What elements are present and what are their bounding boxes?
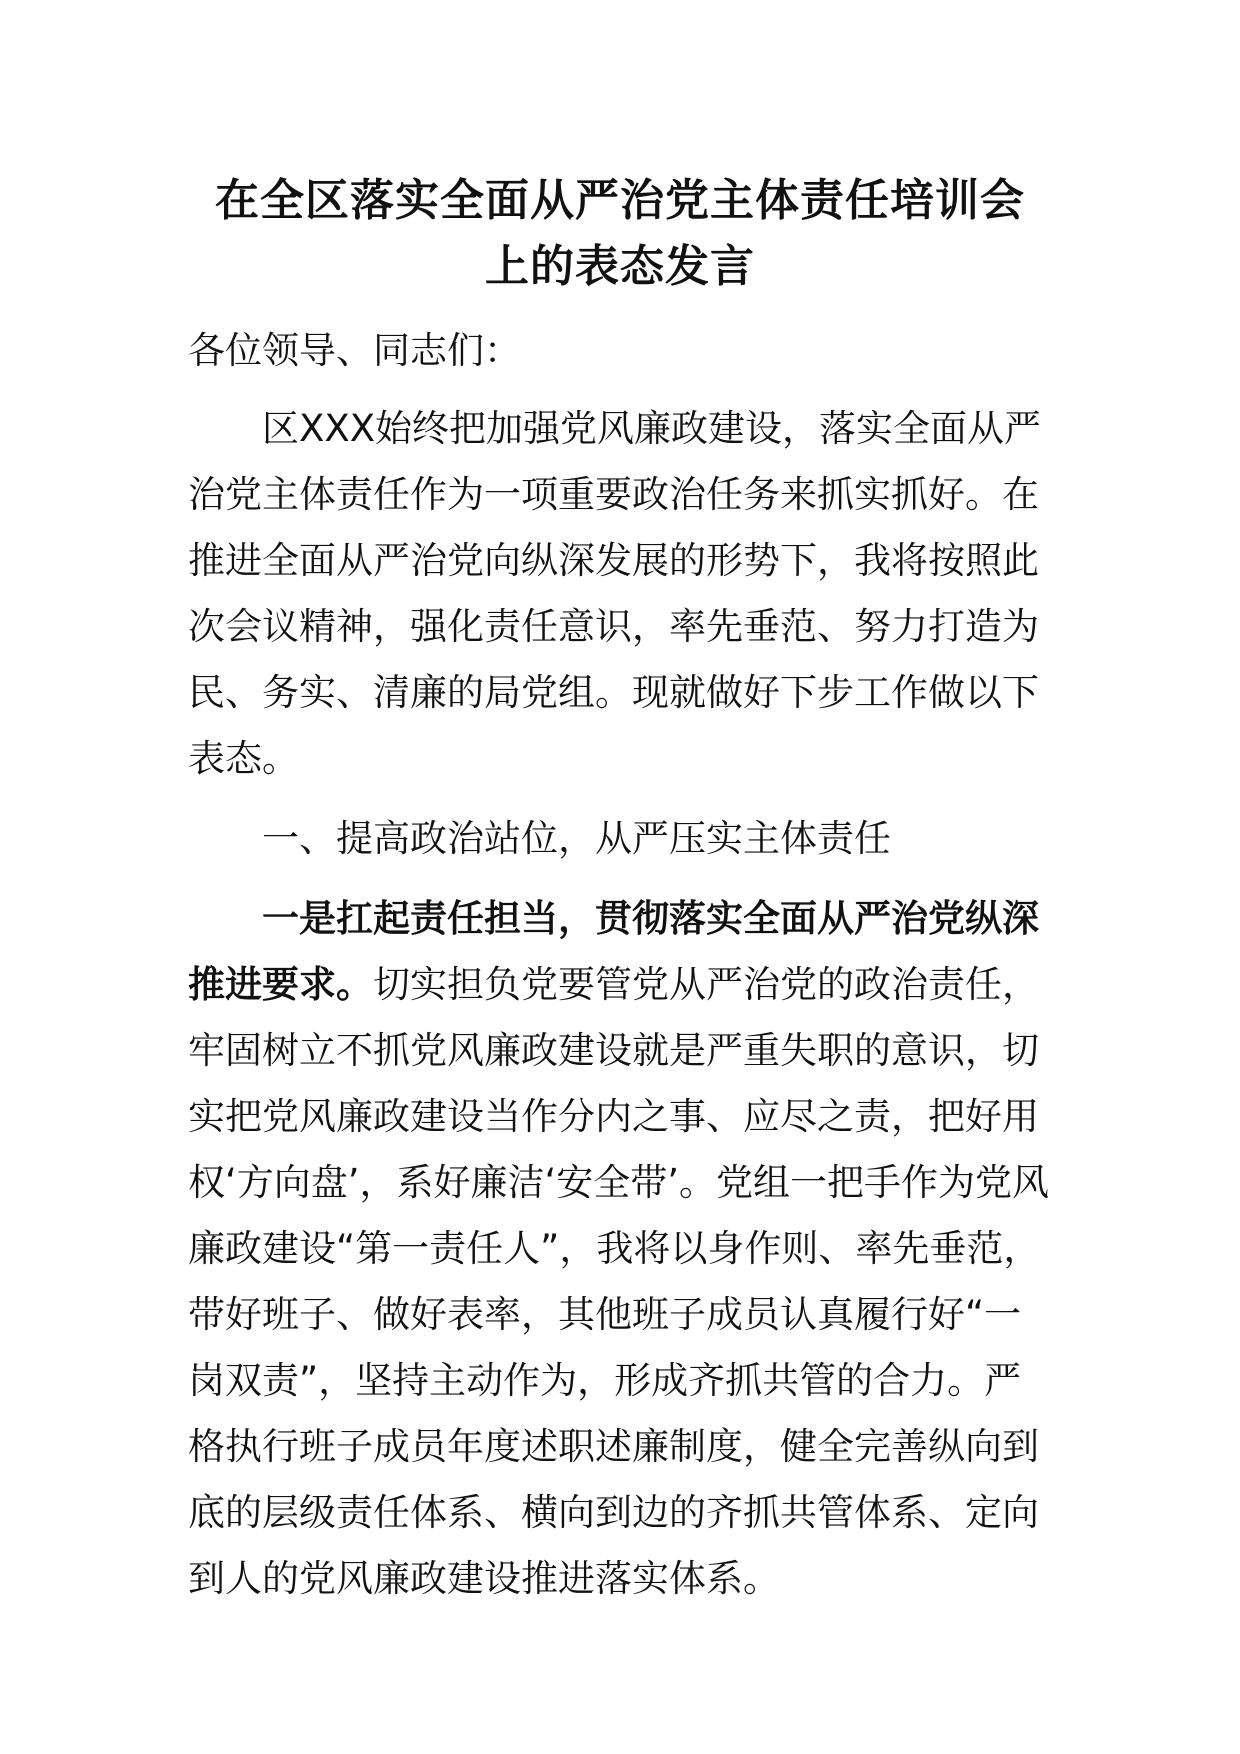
document-body (188, 318, 1058, 1612)
document-title (180, 168, 1060, 300)
paragraph-point-1 (188, 886, 1058, 1612)
title-line-2: 上的表态发言 (485, 241, 755, 292)
title-line-1: 在全区落实全面从严治党主体责任培训会 (215, 175, 1025, 226)
salutation: 各位领导、同志们： (188, 329, 521, 372)
paragraph-intro (188, 396, 1058, 792)
point-1-lead: 一是扛起责任担当，贯彻落实全面从严治党纵深推进要求。 (188, 897, 1039, 1006)
point-1-text: 切实担负党要管党从严治党的政治责任，牢固树立不抓党风廉政建设就是严重失职的意识，切实把党风廉政建设当作分内之事、应尽之责，把好用权‘方向盘’，系好廉洁‘安全带’。党组一把手作为党风廉政建设“第一责任人”，我将以身作则、率先垂范，带好班子、做好表率，其他班子成员认真履行好“一岗双责”，坚持主动作为，形成齐抓共管的合力。严格执行班子成员年度述职述廉制度，健全完善纵向到底的层级责任体系、横向到边的齐抓共管体系、定向到人的党风廉政建设推进落实体系。 (188, 963, 1050, 1600)
paragraph-intro-text: 区XXX始终把加强党风廉政建设，落实全面从严治党主体责任作为一项重要政治任务来抓实抓好。在推进全面从严治党向纵深发展的形势下，我将按照此次会议精神，强化责任意识，率先垂范、努力打造为民、务实、清廉的局党组。现就做好下步工作做以下表态。 (188, 407, 1042, 780)
section-heading-1: 一、提高政治站位，从严压实主体责任 (262, 817, 891, 860)
